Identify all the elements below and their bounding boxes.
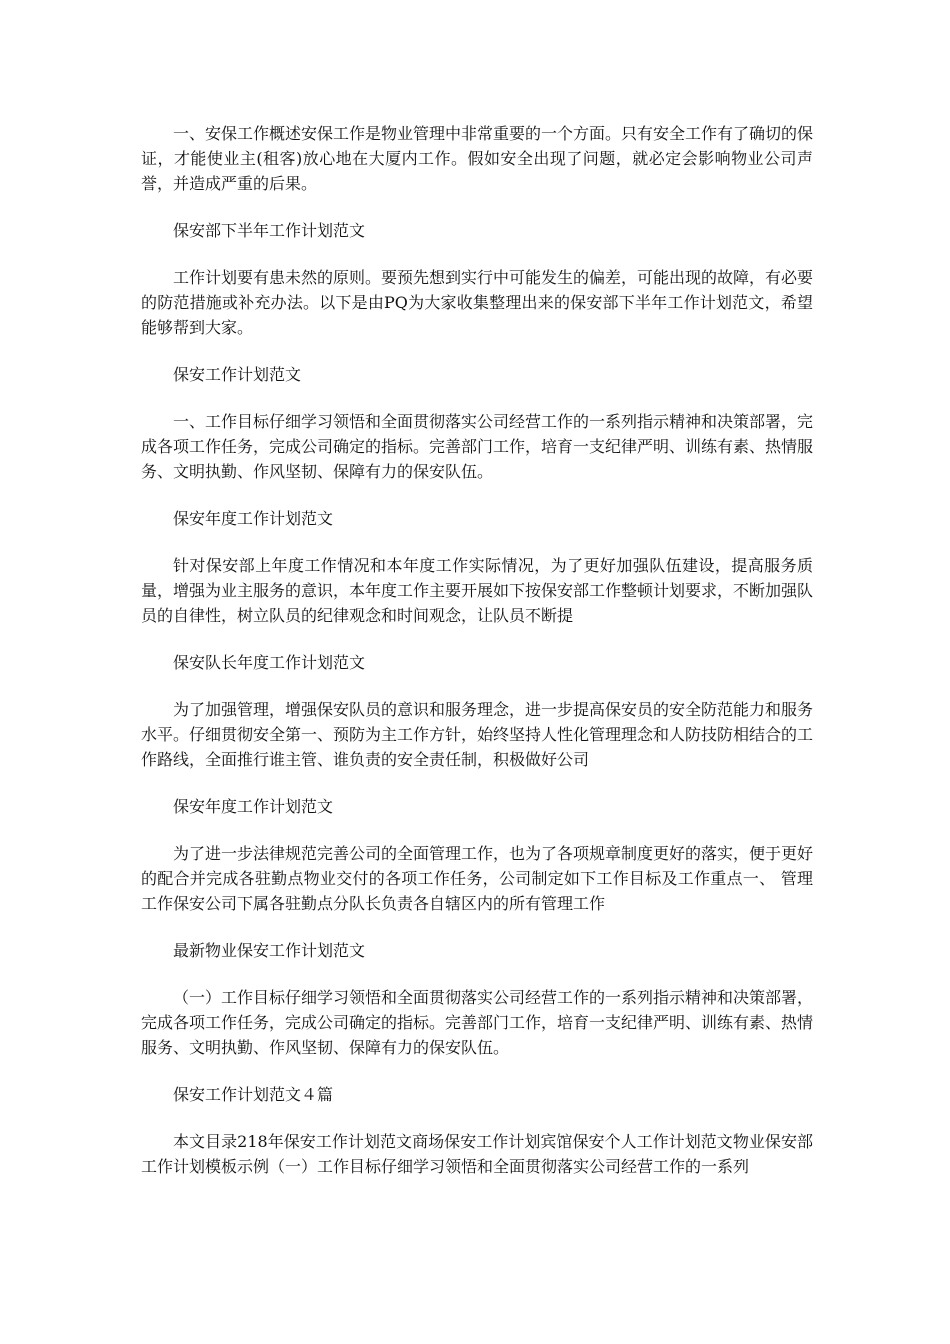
heading-four-articles: 保安工作计划范文４篇 [173, 1085, 334, 1104]
heading-second-half-plan: 保安部下半年工作计划范文 [173, 221, 366, 240]
heading-annual-plan-2: 保安年度工作计划范文 [173, 797, 334, 816]
paragraph-property-goals: （一）工作目标仔细学习领悟和全面贯彻落实公司经营工作的一系列指示精神和决策部署，完成各项工作任务，完成公司确定的指标。完善部门工作，培育一支纪律严明、训练有素、热情服务、文明执勤、作风坚韧、保障有力的保安队伍。 [141, 988, 814, 1057]
paragraph-plan-principle: 工作计划要有患未然的原则。要预先想到实行中可能发生的偏差，可能出现的故障，有必要的防范措施或补充办法。以下是由PQ为大家收集整理出来的保安部下半年工作计划范文，希望能够帮到大家。 [141, 268, 814, 337]
paragraph-security-overview: 一、安保工作概述安保工作是物业管理中非常重要的一个方面。只有安全工作有了确切的保证，才能使业主(租客)放心地在大厦内工作。假如安全出现了问题，就必定会影响物业公司声誉，并造成严重的后果。 [141, 124, 814, 193]
heading-security-plan: 保安工作计划范文 [173, 365, 302, 384]
heading-captain-plan: 保安队长年度工作计划范文 [173, 653, 366, 672]
paragraph-annual-plan: 针对保安部上年度工作情况和本年度工作实际情况，为了更好加强队伍建设，提高服务质量，增强为业主服务的意识，本年度工作主要开展如下按保安部工作整顿计划要求，不断加强队员的自律性，树立队员的纪律观念和时间观念，让队员不断提 [141, 556, 814, 625]
paragraph-captain-plan: 为了加强管理，增强保安队员的意识和服务理念，进一步提高保安员的安全防范能力和服务水平。仔细贯彻安全第一、预防为主工作方针，始终坚持人性化管理理念和人防技防相结合的工作路线，全面推行谁主管、谁负责的安全责任制，积极做好公司 [141, 700, 814, 769]
heading-annual-plan: 保安年度工作计划范文 [173, 509, 334, 528]
heading-property-security-plan: 最新物业保安工作计划范文 [173, 941, 366, 960]
paragraph-management: 为了进一步法律规范完善公司的全面管理工作，也为了各项规章制度更好的落实，便于更好的配合并完成各驻勤点物业交付的各项工作任务，公司制定如下工作目标及工作重点一、 管理工作保安公司下属各驻勤点分队长负责各自辖区内的所有管理工作 [141, 844, 814, 913]
document-body [141, 121, 813, 1201]
paragraph-work-goals: 一、工作目标仔细学习领悟和全面贯彻落实公司经营工作的一系列指示精神和决策部署，完成各项工作任务，完成公司确定的指标。完善部门工作，培育一支纪律严明、训练有素、热情服务、文明执勤、作风坚韧、保障有力的保安队伍。 [141, 412, 814, 481]
paragraph-table-of-contents: 本文目录218年保安工作计划范文商场保安工作计划宾馆保安个人工作计划范文物业保安部工作计划模板示例（一）工作目标仔细学习领悟和全面贯彻落实公司经营工作的一系列 [141, 1132, 813, 1176]
